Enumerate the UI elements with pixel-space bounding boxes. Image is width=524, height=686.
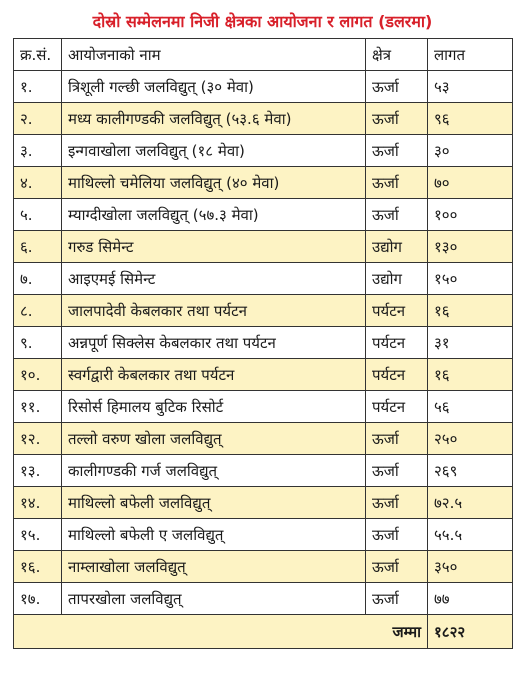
cell-cost: ९६ [428,103,513,135]
cell-project-name: नाम्लाखोला जलविद्युत् [62,551,366,583]
cell-number: १. [14,71,62,103]
table-row [14,519,513,551]
cell-project-name: आइएमई सिमेन्ट [62,263,366,295]
table-row [14,551,513,583]
cell-sector: ऊर्जा [366,519,428,551]
cell-cost: ५६ [428,391,513,423]
header-cost: लागत [428,39,513,71]
total-label: जम्मा [14,615,428,649]
table-row [14,199,513,231]
table-row [14,231,513,263]
cell-sector: पर्यटन [366,391,428,423]
cell-sector: पर्यटन [366,327,428,359]
cell-cost: १०० [428,199,513,231]
cell-number: ४. [14,167,62,199]
cell-project-name: तल्लो वरुण खोला जलविद्युत् [62,423,366,455]
cell-number: १४. [14,487,62,519]
cell-number: ८. [14,295,62,327]
header-number: क्र.सं. [14,39,62,71]
cell-number: ७. [14,263,62,295]
page-title: दोस्रो सम्मेलनमा निजी क्षेत्रका आयोजना र लागत (डलरमा) [92,12,433,31]
cell-project-name: जालपादेवी केबलकार तथा पर्यटन [62,295,366,327]
cell-cost: २५० [428,423,513,455]
cell-sector: ऊर्जा [366,583,428,615]
cell-cost: १६ [428,359,513,391]
table-row [14,583,513,615]
cell-number: १०. [14,359,62,391]
cell-project-name: मध्य कालीगण्डकी जलविद्युत् (५३.६ मेवा) [62,103,366,135]
cell-sector: ऊर्जा [366,487,428,519]
cell-project-name: गरुड सिमेन्ट [62,231,366,263]
table-row [14,167,513,199]
cell-project-name: माथिल्लो चमेलिया जलविद्युत् (४० मेवा) [62,167,366,199]
cell-sector: पर्यटन [366,359,428,391]
table-row [14,359,513,391]
cell-sector: ऊर्जा [366,423,428,455]
cell-project-name: कालीगण्डकी गर्ज जलविद्युत् [62,455,366,487]
cell-project-name: अन्नपूर्ण सिक्लेस केबलकार तथा पर्यटन [62,327,366,359]
cell-number: १६. [14,551,62,583]
cell-cost: २६९ [428,455,513,487]
cell-sector: ऊर्जा [366,103,428,135]
table-row [14,103,513,135]
cell-cost: ७७ [428,583,513,615]
cell-number: १७. [14,583,62,615]
table-row [14,391,513,423]
table-row [14,295,513,327]
cell-cost: ७० [428,167,513,199]
cell-project-name: रिसोर्स हिमालय बुटिक रिसोर्ट [62,391,366,423]
cell-number: ३. [14,135,62,167]
cell-sector: ऊर्जा [366,551,428,583]
cell-sector: ऊर्जा [366,167,428,199]
table-body [14,71,513,615]
cell-sector: उद्योग [366,263,428,295]
cell-project-name: माथिल्लो बफेली ए जलविद्युत् [62,519,366,551]
cell-cost: ५५.५ [428,519,513,551]
cell-project-name: तापरखोला जलविद्युत् [62,583,366,615]
cell-sector: ऊर्जा [366,135,428,167]
cell-number: १५. [14,519,62,551]
cell-number: १२. [14,423,62,455]
cell-cost: ३० [428,135,513,167]
total-value: १८२२ [428,615,513,649]
cell-project-name: माथिल्लो बफेली जलविद्युत् [62,487,366,519]
table-row [14,487,513,519]
cell-cost: १६ [428,295,513,327]
header-project-name: आयोजनाको नाम [62,39,366,71]
cell-number: २. [14,103,62,135]
cell-project-name: त्रिशूली गल्छी जलविद्युत् (३० मेवा) [62,71,366,103]
cell-project-name: इन्गवाखोला जलविद्युत् (१८ मेवा) [62,135,366,167]
cell-sector: ऊर्जा [366,199,428,231]
cell-sector: ऊर्जा [366,71,428,103]
cell-cost: ५३ [428,71,513,103]
cell-sector: पर्यटन [366,295,428,327]
table-row [14,455,513,487]
cell-cost: ३५० [428,551,513,583]
cell-project-name: स्वर्गद्वारी केबलकार तथा पर्यटन [62,359,366,391]
cell-number: ९. [14,327,62,359]
cell-cost: ३१ [428,327,513,359]
cell-number: ६. [14,231,62,263]
table-row [14,263,513,295]
table-row [14,327,513,359]
cell-cost: १३० [428,231,513,263]
cell-cost: १५० [428,263,513,295]
cell-project-name: म्याग्दीखोला जलविद्युत् (५७.३ मेवा) [62,199,366,231]
cell-number: ११. [14,391,62,423]
total-row [14,615,513,649]
table-row [14,423,513,455]
cell-sector: ऊर्जा [366,455,428,487]
cell-cost: ७२.५ [428,487,513,519]
cell-number: ५. [14,199,62,231]
header-sector: क्षेत्र [366,39,428,71]
table-row [14,71,513,103]
table-header-row [14,39,513,71]
projects-table [13,38,513,649]
cell-number: १३. [14,455,62,487]
table-row [14,135,513,167]
cell-sector: उद्योग [366,231,428,263]
